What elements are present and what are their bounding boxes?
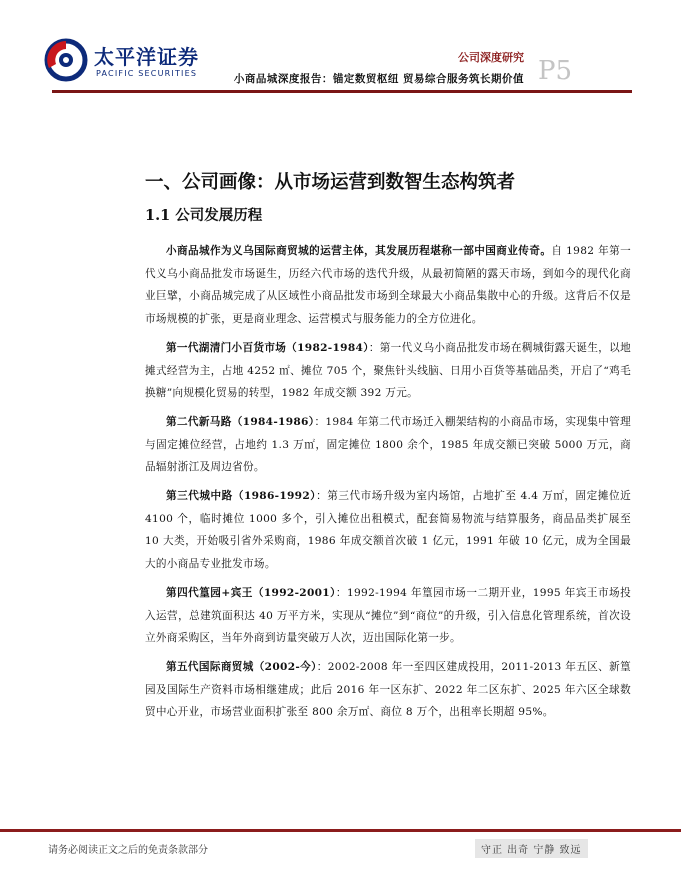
body-text <box>145 240 631 730</box>
paragraph-text: ：1992-1994 年篁园市场一二期开业，1995 年宾王市场投入运营，总建筑面积达 40 万平方米，实现从“摊位”到“商位”的升级，引入信息化管理系统，首次设立外商采购区，当年外商到访量突破万人次，迈出国际化第一步。 <box>145 586 631 645</box>
page-number: P5 <box>538 56 573 86</box>
paragraph-text: ：2002-2008 年一至四区建成投用，2011-2013 年五区、新篁园及国际生产资料市场相继建成；此后 2016 年一区东扩、2022 年二区东扩、2025 年六区全球数贸中心开业，市场营业面积扩张至 800 余万㎡、商位 8 万个，出租率长期超 95%。 <box>145 660 631 719</box>
paragraph-lead: 第二代新马路（1984-1986） <box>166 415 315 428</box>
footer-disclaimer: 请务必阅读正文之后的免责条款部分 <box>48 845 208 856</box>
subsection-heading: 1.1 公司发展历程 <box>145 207 263 224</box>
paragraph-text: ：第一代义乌小商品批发市场在稠城街露天诞生，以地摊式经营为主，占地 4252 ㎡、摊位 705 个，聚焦针头线脑、日用小百货等基础品类，开启了“鸡毛换糖”向规模化贸易的转型，1982 年成交额 392 万元。 <box>145 341 631 400</box>
footer-divider <box>0 829 681 832</box>
company-logo <box>44 36 244 86</box>
report-title: 小商品城深度报告：锚定数贸枢纽 贸易综合服务筑长期价值 <box>233 73 524 85</box>
paragraph <box>145 485 631 576</box>
paragraph-lead: 第五代国际商贸城（2002-今） <box>166 660 317 673</box>
paragraph-lead: 第三代城中路（1986-1992） <box>166 490 317 503</box>
paragraph-lead: 第四代篁园+宾王（1992-2001） <box>166 586 336 599</box>
pacific-securities-logo-icon <box>44 36 88 82</box>
footer-motto: 守正 出奇 宁静 致远 <box>475 839 588 858</box>
report-type: 公司深度研究 <box>458 51 524 64</box>
paragraph <box>145 411 631 479</box>
paragraph <box>145 240 631 331</box>
section-heading: 一、公司画像：从市场运营到数智生态构筑者 <box>145 172 516 193</box>
paragraph-text: 自 1982 年第一代义乌小商品批发市场诞生，历经六代市场的迭代升级，从最初简陋的露天市场，到如今的现代化商业巨擘，小商品城完成了从区域性小商品批发市场到全球最大小商品集散中心的升级。这背后不仅是市场规模的扩张，更是商业理念、运营模式与服务能力的全方位进化。 <box>145 245 631 326</box>
paragraph-lead: 小商品城作为义乌国际商贸城的运营主体，其发展历程堪称一部中国商业传奇。 <box>166 245 552 257</box>
paragraph <box>145 656 631 724</box>
logo-english-name: PACIFIC SECURITIES <box>96 69 198 78</box>
paragraph-lead: 第一代湖清门小百货市场（1982-1984） <box>166 341 369 354</box>
paragraph-text: ：1984 年第二代市场迁入棚架结构的小商品市场，实现集中管理与固定摊位经营，占地约 1.3 万㎡，固定摊位 1800 余个，1985 年成交额已突破 5000 万元，商品辐射浙江及周边省份。 <box>145 415 631 474</box>
paragraph-text: ：第三代市场升级为室内场馆，占地扩至 4.4 万㎡，固定摊位近 4100 个，临时摊位 1000 多个，引入摊位出租模式，配套简易物流与结算服务，商品品类扩展至 10 大类，开始吸引省外采购商，1986 年成交额首次破 1 亿元，1991 年破 10 亿元，成为全国最大的小商品专业批发市场。 <box>145 490 631 571</box>
paragraph <box>145 582 631 650</box>
header-divider <box>52 90 632 93</box>
paragraph <box>145 337 631 405</box>
logo-chinese-name: 太平洋证券 <box>94 45 199 69</box>
